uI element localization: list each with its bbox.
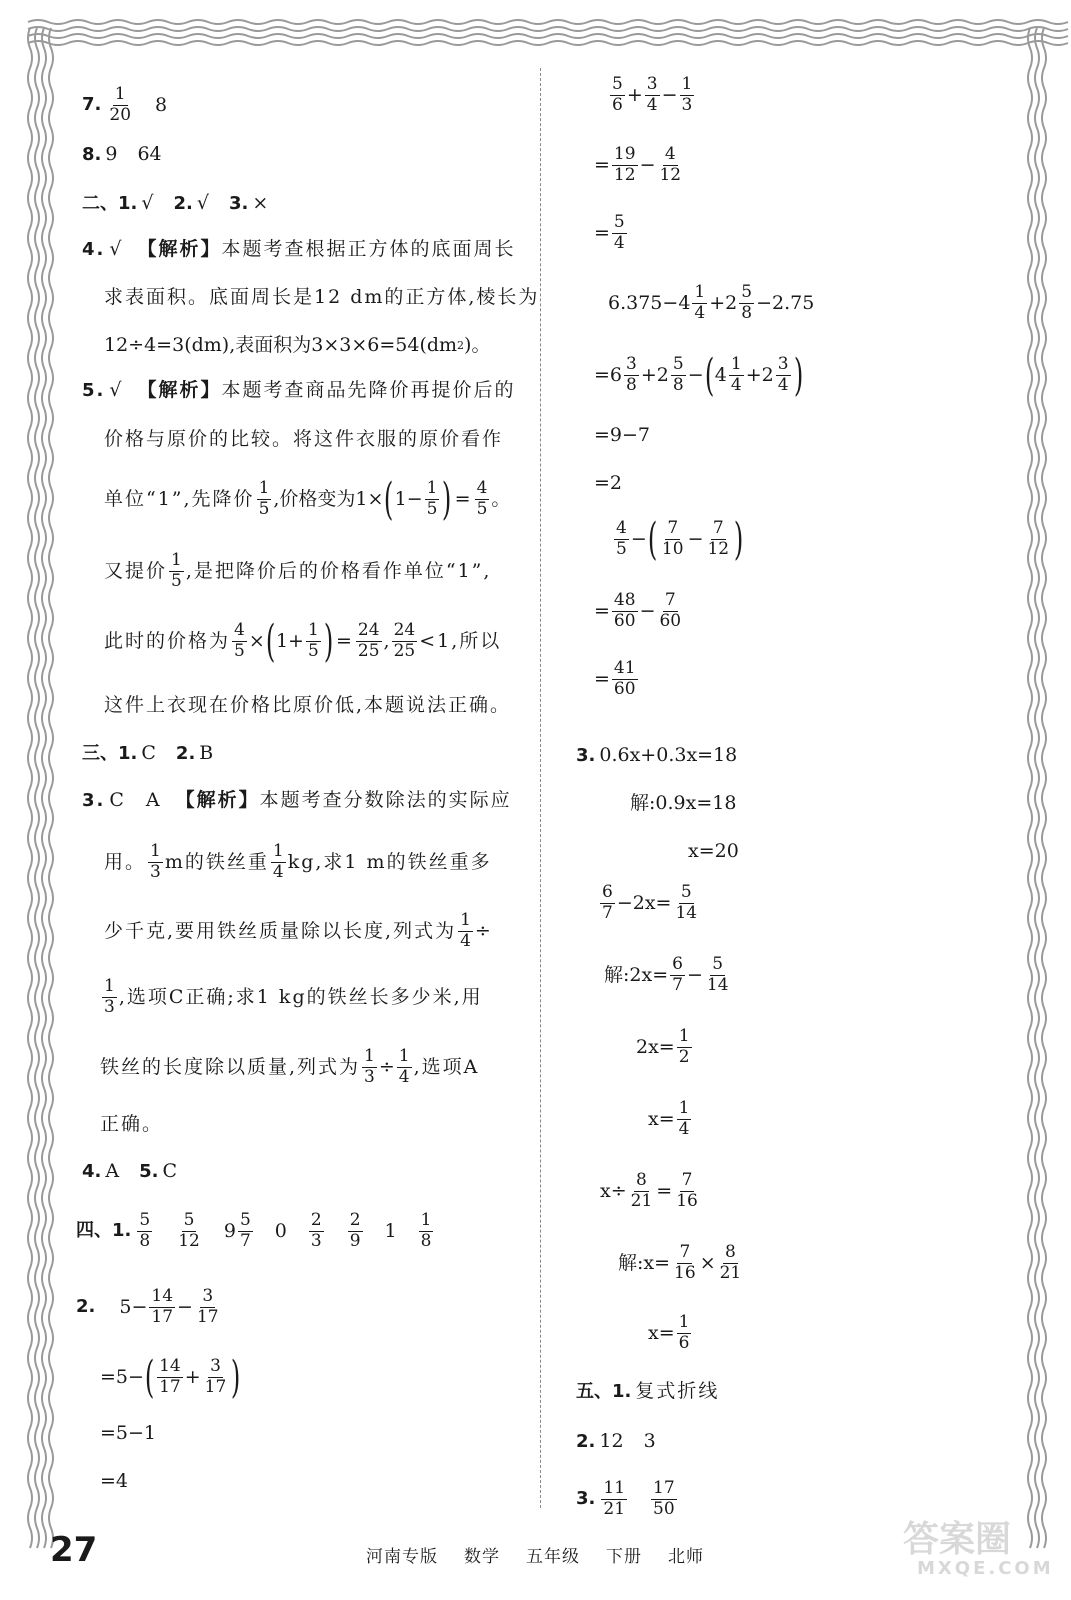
q3-eq2-step: 2x= $\frac{1}{2}$ [636, 1026, 690, 1067]
section-5-q3: 3. $\frac{11}{21}$ $\frac{17}{50}$ [576, 1478, 675, 1519]
border-wave [49, 28, 53, 1548]
calc3-line3: = $\frac{41}{60}$ [594, 658, 636, 699]
page-number: 27 [50, 1530, 98, 1570]
calc2-line2: =6 $\frac{3}{8}$ +2 $\frac{5}{8}$ − ( 4 $\frac{1}{4}$ +2 $\frac{3}{4}$ ) [594, 350, 803, 401]
footer-subject: 数学 [464, 1547, 500, 1567]
section-5-q2: 2. 12 3 [576, 1430, 656, 1452]
border-wave [28, 27, 1068, 31]
s3-q3-line3: 少千克,要用铁丝质量除以长度,列式为 $\frac{1}{4}$ ÷ [104, 910, 491, 951]
footer-grade: 五年级 [526, 1547, 580, 1567]
border-wave [35, 28, 39, 1548]
s3-q4-q5: 4. A 5. C [82, 1160, 178, 1182]
s4-q2-line3: =5−1 [100, 1422, 157, 1444]
footer-publisher: 北师 [668, 1547, 704, 1567]
q3-eq2-result: x= $\frac{1}{4}$ [648, 1098, 690, 1139]
border-wave [28, 41, 1068, 45]
s2-q4-line1: 4. √ 【解析】 本题考查根据正方体的底面周长 [82, 238, 516, 260]
fraction: $\frac{1}{20}$ [109, 84, 132, 125]
s3-q3-line2: 用。 $\frac{1}{3}$ m的铁丝重 $\frac{1}{4}$ kg,求1 m的铁丝重多 [104, 841, 492, 882]
q3-eq1-solve: 解:0.9x=18 [630, 792, 737, 814]
calc2-line1: 6.375−4 $\frac{1}{4}$ +2 $\frac{5}{8}$ −2.75 [608, 282, 815, 323]
calc3-line1: $\frac{4}{5}$ − ( $\frac{7}{10}$ − $\frac{7}{12}$ ) [616, 514, 744, 565]
s2-q5-line3: 单位“1”,先降价 $\frac{1}{5}$ ,价格变为1× ( 1− $\frac{1}{5}$ ) = $\frac{4}{5}$ 。 [104, 474, 511, 525]
q3-eq3-result: x= $\frac{1}{6}$ [648, 1312, 690, 1353]
q3-eq3-solve: 解:x= $\frac{7}{16}$ × $\frac{8}{21}$ [618, 1242, 742, 1283]
calc2-line4: =2 [594, 472, 623, 494]
q3-eq2: $\frac{6}{7}$ −2x= $\frac{5}{14}$ [602, 882, 698, 923]
border-wave [42, 28, 46, 1548]
s2-q5-line6: 这件上衣现在价格比原价低,本题说法正确。 [104, 694, 512, 716]
footer-info [366, 1542, 704, 1567]
watermark: 答案圈 MXQE.COM [903, 1519, 1054, 1579]
s3-q3-line4: $\frac{1}{3}$ ,选项C正确;求1 kg的铁丝长多少米,用 [104, 976, 483, 1017]
q3-eq1: 3. 0.6x+0.3x=18 [576, 744, 738, 766]
q3-eq2-solve: 解:2x= $\frac{6}{7}$ − $\frac{5}{14}$ [604, 954, 729, 995]
section-5-q1: 五、 1. 复式折线 [576, 1380, 720, 1402]
s3-q3-line5: 铁丝的长度除以质量,列式为 $\frac{1}{3}$ ÷ $\frac{1}{4}$ ,选项A [100, 1046, 480, 1087]
s4-q2-line2: =5− ( $\frac{14}{17}$ + $\frac{3}{17}$ ) [100, 1352, 241, 1403]
s2-q5-line2: 价格与原价的比较。将这件衣服的原价看作 [104, 428, 504, 450]
calc2-line3: =9−7 [594, 424, 651, 446]
section-2-header: 二、 1. √ 2. √ 3. × [82, 192, 269, 214]
q3-eq1-result: x=20 [688, 840, 739, 862]
s2-q5-line5: 此时的价格为 $\frac{4}{5}$ × ( 1+ $\frac{1}{5}$ ) = $\frac{24}{25}$ , $\frac{24}{25}$ <1,所以 [104, 616, 502, 667]
s3-q3-line6: 正确。 [100, 1113, 164, 1135]
calc1-line3: = $\frac{5}{4}$ [594, 212, 625, 253]
section-4-q2: 2. 5− $\frac{14}{17}$ − $\frac{3}{17}$ [76, 1286, 219, 1327]
footer-volume: 下册 [606, 1547, 642, 1567]
border-wave [28, 34, 1068, 38]
calc1-line2: = $\frac{19}{12}$ − $\frac{4}{12}$ [594, 144, 682, 185]
section-3-header: 三、 1. C 2. B [82, 742, 214, 764]
s4-q2-line4: =4 [100, 1470, 129, 1492]
border-wave [28, 28, 32, 1548]
q3-eq3: x÷ $\frac{8}{21}$ = $\frac{7}{16}$ [600, 1170, 698, 1211]
border-wave [1042, 28, 1046, 1548]
s3-q3-line1: 3. C A 【解析】 本题考查分数除法的实际应 [82, 789, 512, 811]
calc3-line2: = $\frac{48}{60}$ − $\frac{7}{60}$ [594, 590, 682, 631]
s2-q4-line3: 12÷4=3(dm),表面积为3×3×6=54(dm 2 )。 [104, 334, 491, 356]
s2-q5-line4: 又提价 $\frac{1}{5}$ ,是把降价后的价格看作单位“1”, [104, 550, 492, 591]
s2-q4-line2: 求表面积。底面周长是12 dm的正方体,棱长为 [104, 286, 540, 308]
q7-line: 7. $\frac{1}{20}$ 8 [82, 84, 168, 125]
border-wave [1028, 28, 1032, 1548]
border-wave [28, 20, 1068, 24]
section-4-q1: 四、 1. $\frac{5}{8}$ $\frac{5}{12}$ 9 $\frac{5}{7}$ 0 $\frac{2}{3}$ $\frac{2}{9}$ 1 $\frac{1}{8}$ [76, 1210, 432, 1251]
footer-edition: 河南专版 [366, 1547, 438, 1567]
border-wave [1035, 28, 1039, 1548]
s2-q5-line1: 5. √ 【解析】 本题考查商品先降价再提价后的 [82, 379, 516, 401]
calc1-line1: $\frac{5}{6}$ + $\frac{3}{4}$ − $\frac{1}{3}$ [612, 74, 693, 115]
column-divider [540, 68, 541, 1508]
q8-line: 8. 9 64 [82, 143, 162, 165]
